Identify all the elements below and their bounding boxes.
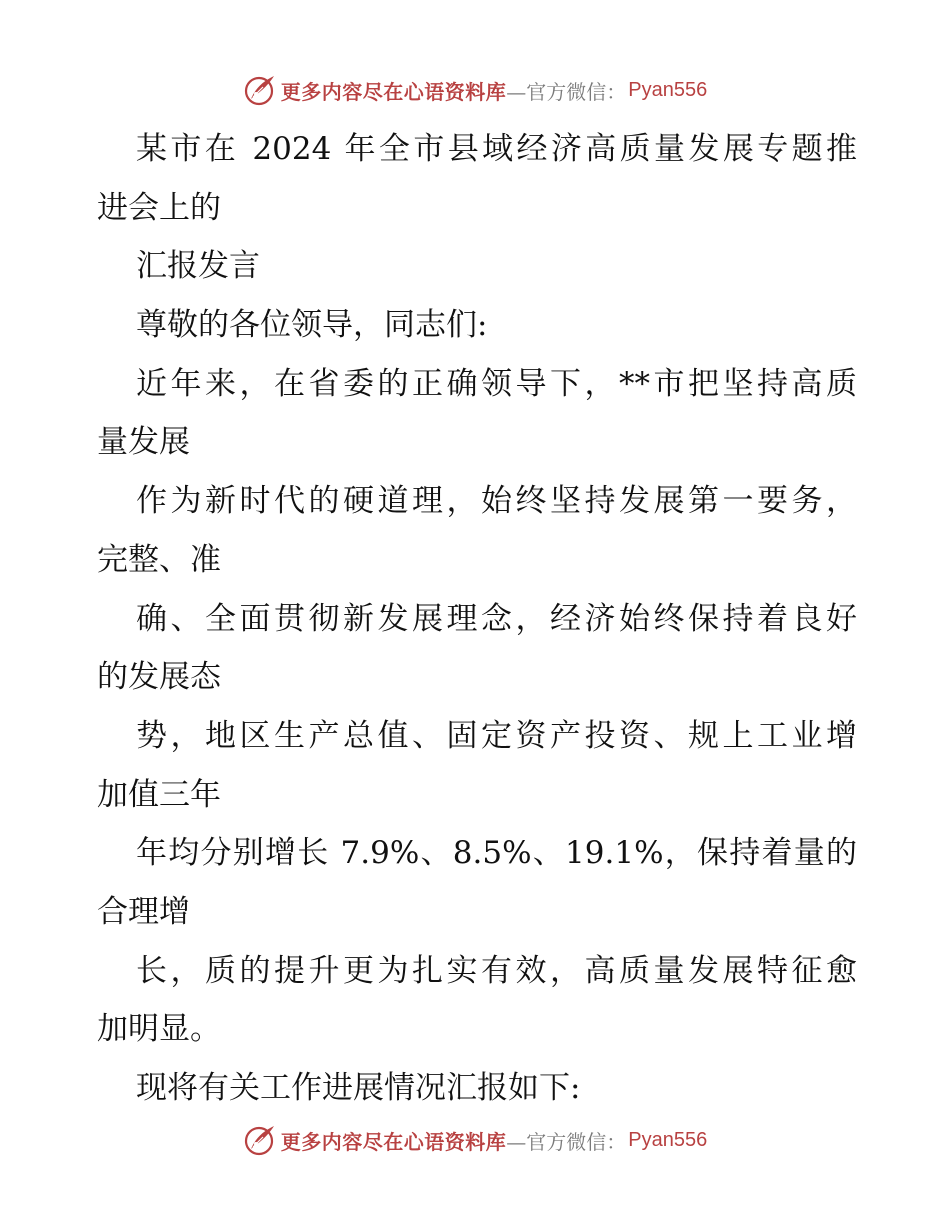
- doc-paragraph-line: 确、全面贯彻新发展理念，经济始终保持着良好: [136, 600, 857, 637]
- doc-paragraph-line: 加明显。: [97, 1011, 221, 1048]
- watermark-site-text: 更多内容尽在心语资料库: [280, 79, 507, 104]
- feather-pen-logo-icon: [243, 1123, 277, 1157]
- doc-title-line-2: 进会上的: [97, 189, 221, 226]
- doc-paragraph-line: 完整、准: [97, 541, 221, 578]
- doc-subtitle: 汇报发言: [136, 248, 260, 285]
- doc-paragraph-line: 势，地区生产总值、固定资产投资、规上工业增: [136, 717, 857, 754]
- doc-title-line-1: 某市在 2024 年全市县域经济高质量发展专题推: [136, 131, 857, 167]
- doc-paragraph-line: 长，质的提升更为扎实有效，高质量发展特征愈: [136, 952, 857, 989]
- watermark-wechat-id: Pyan556: [628, 78, 708, 101]
- watermark-site-text: 更多内容尽在心语资料库: [280, 1129, 507, 1154]
- doc-paragraph-line: 年均分别增长 7.9%、8.5%、19.1%，保持着量的: [136, 835, 857, 872]
- watermark-wechat-label: —官方微信：: [506, 1129, 627, 1154]
- doc-paragraph-line: 量发展: [97, 424, 190, 461]
- doc-closing-line: 现将有关工作进展情况汇报如下:: [136, 1070, 581, 1106]
- document-body: [97, 120, 857, 1118]
- doc-paragraph-line: 作为新时代的硬道理，始终坚持发展第一要务，: [136, 483, 857, 520]
- doc-paragraph-line: 合理增: [97, 893, 190, 930]
- header-watermark: [0, 70, 950, 110]
- doc-salutation: 尊敬的各位领导，同志们:: [136, 307, 488, 344]
- feather-pen-logo-icon: [243, 73, 277, 107]
- watermark-wechat-label: —官方微信：: [506, 79, 627, 104]
- footer-watermark: [0, 1120, 950, 1160]
- watermark-wechat-id: Pyan556: [628, 1128, 708, 1151]
- doc-paragraph-line: 近年来，在省委的正确领导下，**市把坚持高质: [136, 365, 857, 402]
- doc-paragraph-line: 的发展态: [97, 659, 221, 696]
- doc-paragraph-line: 加值三年: [97, 776, 221, 813]
